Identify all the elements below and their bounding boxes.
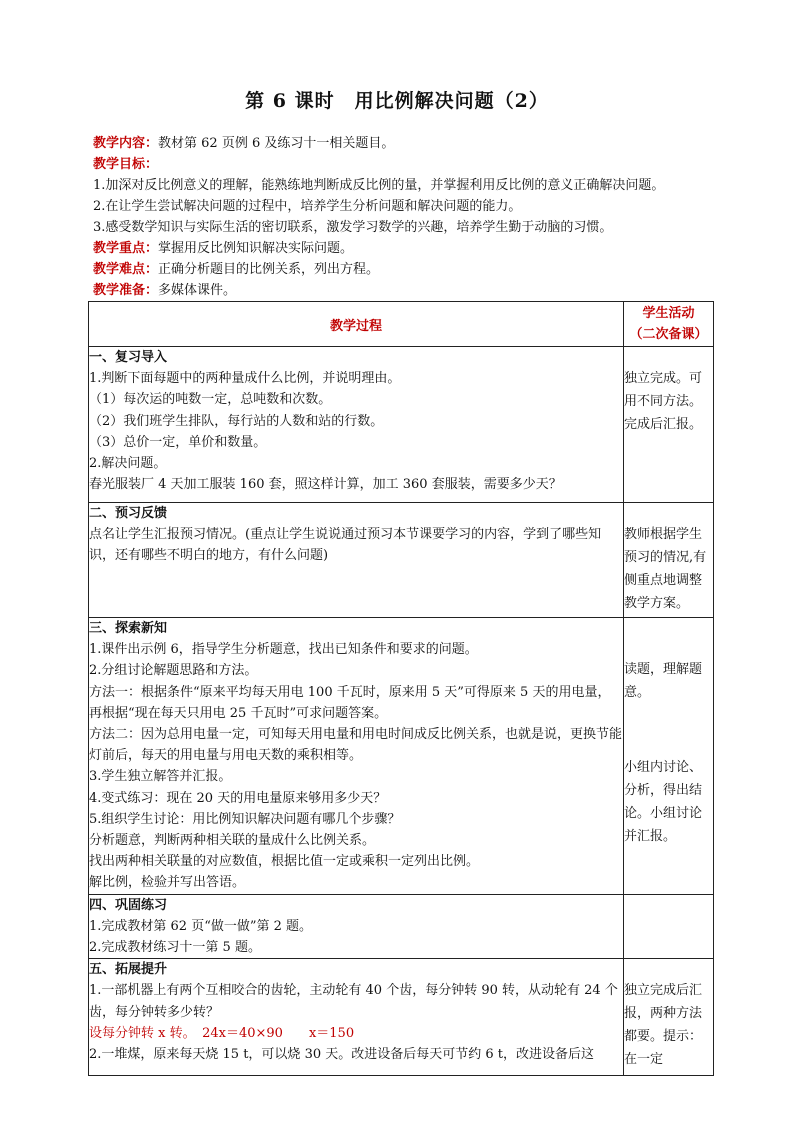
list-item: （1）每次运的吨数一定，总吨数和次数。 bbox=[89, 392, 332, 408]
goal-item: 1.加深对反比例意义的理解，能熟练地判断成反比例的量，并掌握利用反比例的意义正确解决问题。 bbox=[93, 178, 665, 193]
difficulty-text: 正确分析题目的比例关系，列出方程。 bbox=[158, 262, 380, 277]
difficulty-label: 教学难点： bbox=[93, 262, 159, 277]
table-row bbox=[89, 959, 714, 1076]
side-note bbox=[624, 959, 714, 1076]
key-text: 掌握用反比例知识解决实际问题。 bbox=[158, 241, 354, 256]
section-explore bbox=[89, 618, 624, 895]
list-item: 2.完成教材练习十一第 5 题。 bbox=[89, 940, 261, 956]
prep-label: 教学准备： bbox=[93, 283, 159, 298]
goal-item: 3.感受数学知识与实际生活的密切联系，激发学习数学的兴趣，培养学生勤于动脑的习惯。 bbox=[93, 220, 613, 235]
header-student-activity bbox=[624, 302, 714, 347]
table-header-row bbox=[89, 302, 714, 347]
header-activity-line2: （二次备课） bbox=[629, 327, 708, 342]
list-item: 点名让学生汇报预习情况。(重点让学生说说通过预习本节课要学习的内容，学到了哪些知识，还有哪些不明白的地方，有什么问题) bbox=[89, 527, 602, 564]
section-extension bbox=[89, 959, 624, 1076]
side-note bbox=[624, 347, 714, 503]
content-text: 教材第 62 页例 6 及练习十一相关题目。 bbox=[158, 136, 395, 151]
list-item: 方法一：根据条件“原来平均每天用电 100 千瓦时，原来用 5 天”可得原来 5 天的用电量，再根据“现在每天只用电 25 千瓦时”可求问题答案。 bbox=[89, 684, 611, 721]
difficulty-row bbox=[93, 259, 713, 280]
side-note-text: 小组内讨论、分析，得出结论。小组讨论并汇报。 bbox=[624, 760, 703, 844]
lesson-table bbox=[88, 301, 714, 1076]
side-note-text: 独立完成。可用不同方法。完成后汇报。 bbox=[624, 371, 703, 432]
list-item: 1.一部机器上有两个互相咬合的齿轮，主动轮有 40 个齿，每分钟转 90 转，从动轮有 24 个齿，每分钟转多少转？ bbox=[89, 983, 618, 1020]
goals-row bbox=[93, 154, 713, 175]
goals-label: 教学目标： bbox=[93, 157, 159, 172]
key-row bbox=[93, 238, 713, 259]
list-item: 4.变式练习：现在 20 天的用电量原来够用多少天？ bbox=[89, 790, 387, 806]
table-row bbox=[89, 503, 714, 618]
list-item: 2.解决问题。 bbox=[89, 456, 167, 472]
list-item: （2）我们班学生排队，每行站的人数和站的行数。 bbox=[89, 413, 384, 429]
header-activity-line1: 学生活动 bbox=[642, 306, 695, 321]
key-label: 教学重点： bbox=[93, 241, 159, 256]
list-item: 找出两种相关联量的对应数值，根据比值一定或乘积一定列出比例。 bbox=[89, 854, 480, 870]
list-item: 2.分组讨论解题思路和方法。 bbox=[89, 663, 258, 679]
prep-row bbox=[93, 280, 713, 301]
side-note-text: 读题，理解题意。 bbox=[624, 662, 703, 700]
list-item: 3.学生独立解答并汇报。 bbox=[89, 769, 232, 785]
table-row bbox=[89, 894, 714, 959]
list-item: 春光服装厂 4 天加工服装 160 套，照这样计算，加工 360 套服装，需要多少天？ bbox=[89, 477, 562, 493]
section-practice bbox=[89, 894, 624, 959]
section-review bbox=[89, 347, 624, 503]
answer-line: 设每分钟转 x 转。 24x＝40×90 x＝150 bbox=[89, 1025, 355, 1041]
list-item: 1.完成教材第 62 页“做一做”第 2 题。 bbox=[89, 918, 313, 934]
section-title: 一、复习导入 bbox=[89, 350, 168, 365]
side-note bbox=[624, 618, 714, 895]
content-row bbox=[93, 133, 713, 154]
side-note bbox=[624, 503, 714, 618]
goal-item: 2.在让学生尝试解决问题的过程中，培养学生分析问题和解决问题的能力。 bbox=[93, 199, 522, 214]
page-title: 第 6 课时 用比例解决问题（2） bbox=[245, 90, 549, 112]
list-item: 分析题意，判断两种相关联的量成什么比例关系。 bbox=[89, 833, 376, 849]
section-title: 五、拓展提升 bbox=[89, 962, 168, 978]
header-process: 教学过程 bbox=[89, 302, 624, 347]
side-note-text: 独立完成后汇报，两种方法都要。提示：在一定 bbox=[624, 983, 703, 1068]
list-item: 解比例，检验并写出答语。 bbox=[89, 875, 246, 891]
content-label: 教学内容： bbox=[93, 136, 159, 151]
list-item: （3）总价一定，单价和数量。 bbox=[89, 434, 267, 450]
list-item: 1.判断下面每题中的两种量成什么比例，并说明理由。 bbox=[89, 371, 401, 387]
table-row bbox=[89, 618, 714, 895]
section-title: 四、巩固练习 bbox=[89, 897, 168, 913]
prep-text: 多媒体课件。 bbox=[158, 283, 237, 298]
table-row bbox=[89, 347, 714, 503]
list-item: 5.组织学生讨论：用比例知识解决问题有哪几个步骤？ bbox=[89, 811, 401, 827]
side-note bbox=[624, 894, 714, 959]
list-item: 方法二：因为总用电量一定，可知每天用电量和用电时间成反比例关系，也就是说，更换节能灯前后，每天的用电量与用电天数的乘积相等。 bbox=[89, 727, 623, 764]
section-title: 三、探索新知 bbox=[89, 621, 168, 636]
section-preview bbox=[89, 503, 624, 618]
lesson-meta bbox=[93, 133, 713, 301]
list-item: 2.一堆煤，原来每天烧 15 t，可以烧 30 天。改进设备后每天可节约 6 t，改进设备后这 bbox=[89, 1047, 595, 1063]
side-note-text: 教师根据学生预习的情况,有侧重点地调整教学方案。 bbox=[624, 527, 707, 611]
list-item: 1.课件出示例 6，指导学生分析题意，找出已知条件和要求的问题。 bbox=[89, 642, 478, 658]
section-title: 二、预习反馈 bbox=[89, 506, 168, 521]
